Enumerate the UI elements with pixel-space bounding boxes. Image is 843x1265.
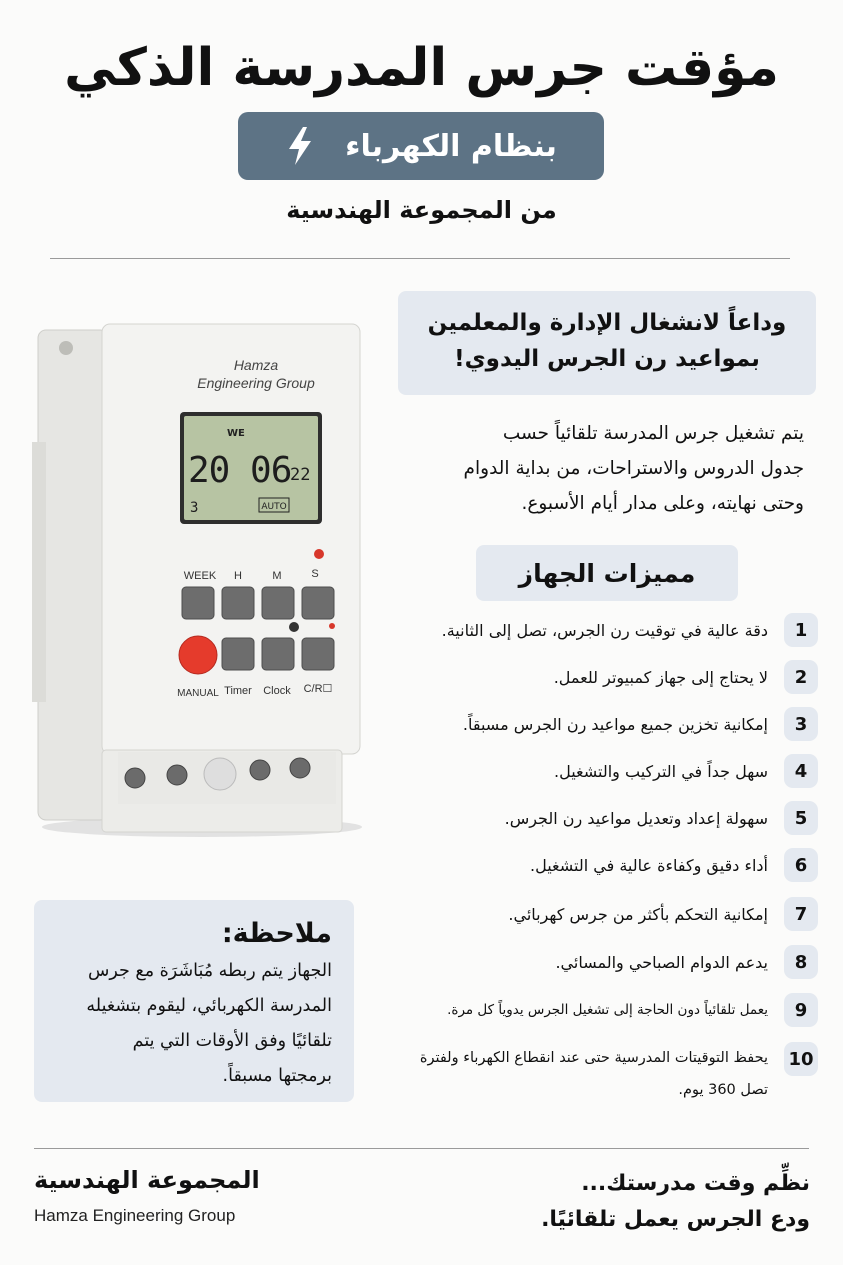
list-item <box>368 612 818 648</box>
button-label-m: M <box>272 570 282 582</box>
feature-number: 5 <box>784 801 818 835</box>
feature-number: 4 <box>784 754 818 788</box>
note-line3: تلقائيًا وفق الأوقات التي يتم <box>132 1031 332 1051</box>
button-label-clock: Clock <box>263 685 291 697</box>
button-label-cr: C/R☐ <box>303 683 333 695</box>
description-line2: جدول الدروس والاستراحات، من بداية الدوام <box>463 458 804 479</box>
feature-number: 10 <box>784 1042 818 1076</box>
note-title: ملاحظة: <box>221 918 332 949</box>
list-item <box>368 1040 818 1104</box>
list-item <box>368 659 818 695</box>
description-line3: وحتى نهايته، وعلى مدار أيام الأسبوع. <box>521 493 804 514</box>
list-item <box>368 753 818 789</box>
feature-number: 6 <box>784 848 818 882</box>
timer-device-illustration <box>32 322 362 842</box>
feature-text: إمكانية تخزين جميع مواعيد رن الجرس مسبقاً. <box>462 714 768 734</box>
feature-number: 2 <box>784 660 818 694</box>
list-item <box>368 847 818 883</box>
subtitle-banner <box>238 112 604 180</box>
feature-number: 7 <box>784 897 818 931</box>
feature-number: 8 <box>784 945 818 979</box>
divider <box>34 1148 809 1149</box>
footer-slogan <box>480 1166 810 1238</box>
subtitle-text: بنظام الكهرباء <box>345 128 557 164</box>
lcd-mode: AUTO <box>261 502 287 512</box>
feature-number: 3 <box>784 707 818 741</box>
features-heading: مميزات الجهاز <box>476 545 738 601</box>
page-title: مؤقت جرس المدرسة الذكي <box>64 38 779 98</box>
device-brand-line2: Engineering Group <box>197 375 315 391</box>
list-item <box>368 944 818 980</box>
feature-text: أداء دقيق وكفاءة عالية في التشغيل. <box>530 855 768 875</box>
feature-text: يحفظ التوقيتات المدرسية حتى عند انقطاع الكهرباء ولفترة تصل 360 يوم. <box>419 1050 768 1098</box>
feature-text: إمكانية التحكم بأكثر من جرس كهربائي. <box>508 904 768 924</box>
note-line4: برمجتها مسبقاً. <box>222 1066 332 1086</box>
lightning-bolt-icon <box>285 126 315 166</box>
footer-company <box>34 1166 354 1226</box>
slogan-line1: نظِّم وقت مدرستك... <box>581 1171 810 1196</box>
note-line2: المدرسة الكهربائي، ليقوم بتشغيله <box>86 996 332 1016</box>
button-label-week: WEEK <box>183 570 217 582</box>
button-label-h: H <box>234 570 242 582</box>
slogan-line2: ودع الجرس يعمل تلقائيًا. <box>541 1207 810 1232</box>
note-line1: الجهاز يتم ربطه مُبَاشَرَة مع جرس <box>87 961 332 981</box>
feature-number: 1 <box>784 613 818 647</box>
by-line: من المجموعة الهندسية <box>286 196 557 224</box>
company-name-en: Hamza Engineering Group <box>34 1206 236 1225</box>
feature-text: سهولة إعداد وتعديل مواعيد رن الجرس. <box>504 808 768 828</box>
divider <box>50 258 790 259</box>
button-label-timer: Timer <box>224 685 252 697</box>
feature-number: 9 <box>784 993 818 1027</box>
list-item <box>368 896 818 932</box>
list-item <box>368 706 818 742</box>
lcd-program: 3 <box>190 500 199 516</box>
lcd-day: WE <box>227 428 245 439</box>
lcd-time: 20 06 <box>188 450 292 491</box>
button-label-manual: MANUAL <box>177 688 219 699</box>
feature-text: دقة عالية في توقيت رن الجرس، تصل إلى الثانية. <box>441 620 768 640</box>
feature-text: لا يحتاج إلى جهاز كمبيوتر للعمل. <box>553 667 768 687</box>
description <box>396 416 816 521</box>
device-brand-line1: Hamza <box>233 357 279 373</box>
feature-text: يعمل تلقائياً دون الحاجة إلى تشغيل الجرس يدوياً كل مرة. <box>447 1002 768 1018</box>
feature-text: يدعم الدوام الصباحي والمسائي. <box>555 952 768 972</box>
farewell-box <box>398 291 816 395</box>
description-line1: يتم تشغيل جرس المدرسة تلقائياً حسب <box>502 423 804 444</box>
list-item <box>368 992 818 1028</box>
button-label-s: S <box>311 568 319 580</box>
company-name-ar: المجموعة الهندسية <box>34 1166 260 1194</box>
list-item <box>368 800 818 836</box>
lcd-seconds: 22 <box>290 465 311 485</box>
farewell-line1: وداعاً لانشغال الإدارة والمعلمين <box>427 310 787 336</box>
feature-text: سهل جداً في التركيب والتشغيل. <box>554 761 768 781</box>
note-box <box>34 900 354 1102</box>
farewell-line2: بمواعيد رن الجرس اليدوي! <box>454 346 760 372</box>
